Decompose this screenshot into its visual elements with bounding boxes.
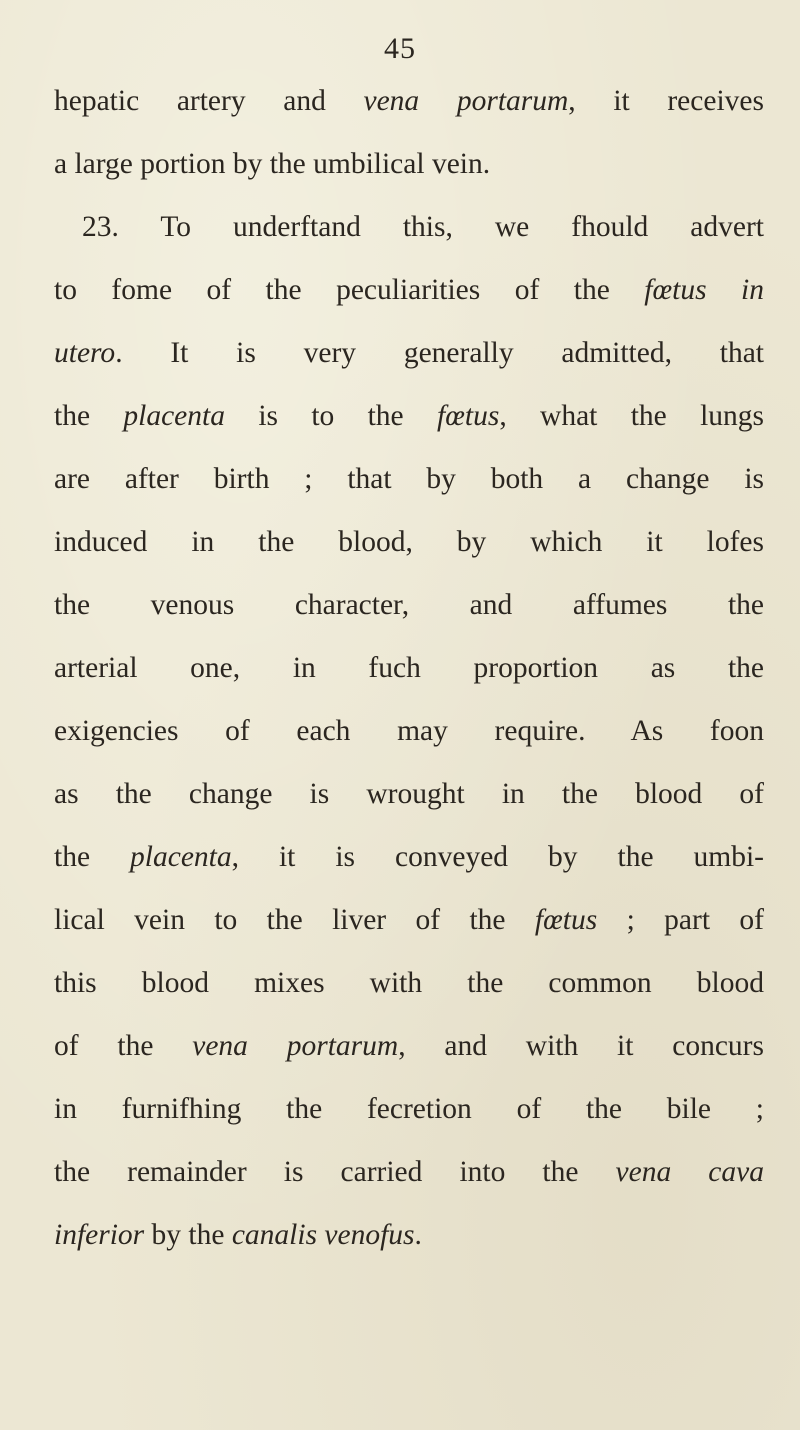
body-text: [54, 70, 764, 1267]
text-run: in furnifhing the fecretion of the bile ;: [54, 1093, 764, 1125]
text-run-italic: vena portarum: [363, 85, 569, 117]
text-line: [54, 322, 764, 385]
text-run: the remainder is carried into the: [54, 1156, 616, 1188]
text-line: [54, 1078, 764, 1141]
text-run: induced in the blood, by which it lofes: [54, 526, 764, 558]
text-run: , it receives: [568, 85, 764, 117]
text-run: 23. To underftand this, we fhould advert: [82, 211, 764, 243]
text-run: by the: [144, 1219, 232, 1251]
text-run: the: [54, 400, 124, 432]
text-line: [54, 1141, 764, 1204]
text-run-italic: utero: [54, 337, 116, 369]
text-run: as the change is wrought in the blood of: [54, 778, 764, 810]
text-run-italic: placenta: [123, 400, 225, 432]
page-number: 45: [384, 32, 416, 65]
text-run: are after birth ; that by both a change is: [54, 463, 764, 495]
text-run-italic: placenta: [130, 841, 232, 873]
text-run-italic: fœtus: [534, 904, 598, 936]
text-line: [54, 826, 764, 889]
text-run: the venous character, and affumes the: [54, 589, 764, 621]
text-run: , and with it concurs: [398, 1030, 764, 1062]
text-run: the: [54, 841, 131, 873]
text-run: a large portion by the umbilical vein.: [54, 148, 491, 180]
text-run-italic: vena portarum: [192, 1030, 399, 1062]
text-run: hepatic artery and: [54, 85, 364, 117]
text-line: [54, 70, 764, 133]
text-line: [54, 763, 764, 826]
text-line: [54, 637, 764, 700]
text-run: .: [414, 1219, 422, 1251]
text-run: this blood mixes with the common blood: [54, 967, 764, 999]
text-run: arterial one, in fuch proportion as the: [54, 652, 764, 684]
text-line: [54, 448, 764, 511]
text-run-italic: vena cava: [615, 1156, 764, 1188]
text-line: [54, 574, 764, 637]
text-run: of the: [54, 1030, 193, 1062]
text-line: [54, 1015, 764, 1078]
text-line: [54, 385, 764, 448]
text-line: [54, 259, 764, 322]
text-line: [54, 700, 764, 763]
text-run-italic: fœtus in: [644, 274, 765, 306]
text-run: lical vein to the liver of the: [54, 904, 535, 936]
text-line: [54, 1204, 764, 1267]
text-line: [54, 952, 764, 1015]
text-run: is to the: [224, 400, 437, 432]
text-run: to fome of the peculiarities of the: [54, 274, 645, 306]
text-line: [54, 196, 764, 259]
text-run: ; part of: [597, 904, 764, 936]
text-line: [54, 511, 764, 574]
text-run: , it is conveyed by the umbi-: [231, 841, 764, 873]
text-run-italic: canalis venofus: [231, 1219, 415, 1251]
text-run: , what the lungs: [499, 400, 765, 432]
text-run: exigencies of each may require. As foon: [54, 715, 764, 747]
text-line: [54, 133, 764, 196]
text-run-italic: inferior: [54, 1219, 145, 1251]
text-run: . It is very generally admitted, that: [115, 337, 764, 369]
text-run-italic: fœtus: [437, 400, 500, 432]
text-line: [54, 889, 764, 952]
